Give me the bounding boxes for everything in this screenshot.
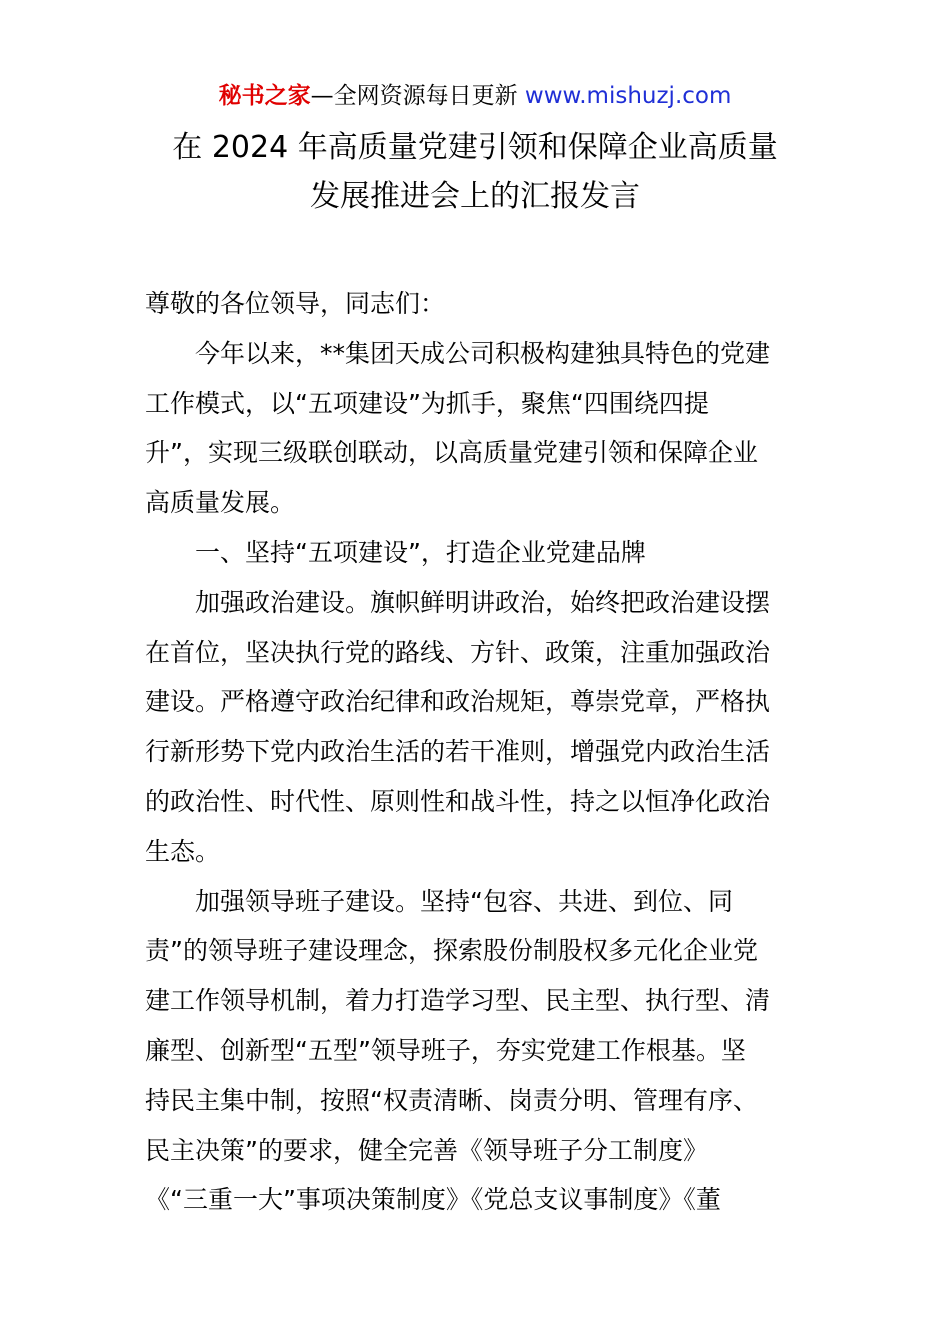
body-line: 责”的领导班子建设理念，探索股份制股权多元化企业党 <box>145 936 758 966</box>
document-body <box>145 279 810 1225</box>
site-url-link[interactable]: www.mishuzj.com <box>524 83 732 109</box>
salutation: 尊敬的各位领导，同志们： <box>145 289 446 318</box>
body-line: 的政治性、时代性、原则性和战斗性，持之以恒净化政治 <box>145 786 771 816</box>
body-line: 加强领导班子建设。坚持“包容、共进、到位、同 <box>195 886 733 916</box>
body-line: 《“三重一大”事项决策制度》《党总支议事制度》《董 <box>145 1185 721 1215</box>
body-line: 高质量发展。 <box>145 488 296 518</box>
body-line: 建设。严格遵守政治纪律和政治规矩，尊崇党章，严格执 <box>145 687 771 717</box>
body-line: 生态。 <box>145 836 221 866</box>
body-line: 工作模式，以“五项建设”为抓手，聚焦“四围绕四提 <box>145 388 709 418</box>
body-line: 在首位，坚决执行党的路线、方针、政策，注重加强政治 <box>145 637 771 667</box>
site-header <box>0 80 950 112</box>
document-title-line-2: 发展推进会上的汇报发言 <box>310 179 640 214</box>
body-line: 行新形势下党内政治生活的若干准则，增强党内政治生活 <box>145 737 771 767</box>
header-tagline: —全网资源每日更新 <box>310 83 525 109</box>
body-line: 建工作领导机制，着力打造学习型、民主型、执行型、清 <box>145 986 771 1016</box>
body-line: 廉型、创新型“五型”领导班子，夯实党建工作根基。坚 <box>145 1035 746 1065</box>
body-line: 民主决策”的要求，健全完善《领导班子分工制度》 <box>145 1135 708 1165</box>
body-line: 今年以来，**集团天成公司积极构建独具特色的党建 <box>195 338 771 368</box>
brand-name: 秘书之家 <box>218 83 311 109</box>
body-line: 加强政治建设。旗帜鲜明讲政治，始终把政治建设摆 <box>195 587 771 617</box>
section-heading: 一、坚持“五项建设”，打造企业党建品牌 <box>195 537 646 567</box>
document-title-line-1: 在 2024 年高质量党建引领和保障企业高质量 <box>172 130 778 165</box>
body-line: 升”，实现三级联创联动，以高质量党建引领和保障企业 <box>145 438 758 468</box>
body-line: 持民主集中制，按照“权责清晰、岗责分明、管理有序、 <box>145 1085 758 1115</box>
